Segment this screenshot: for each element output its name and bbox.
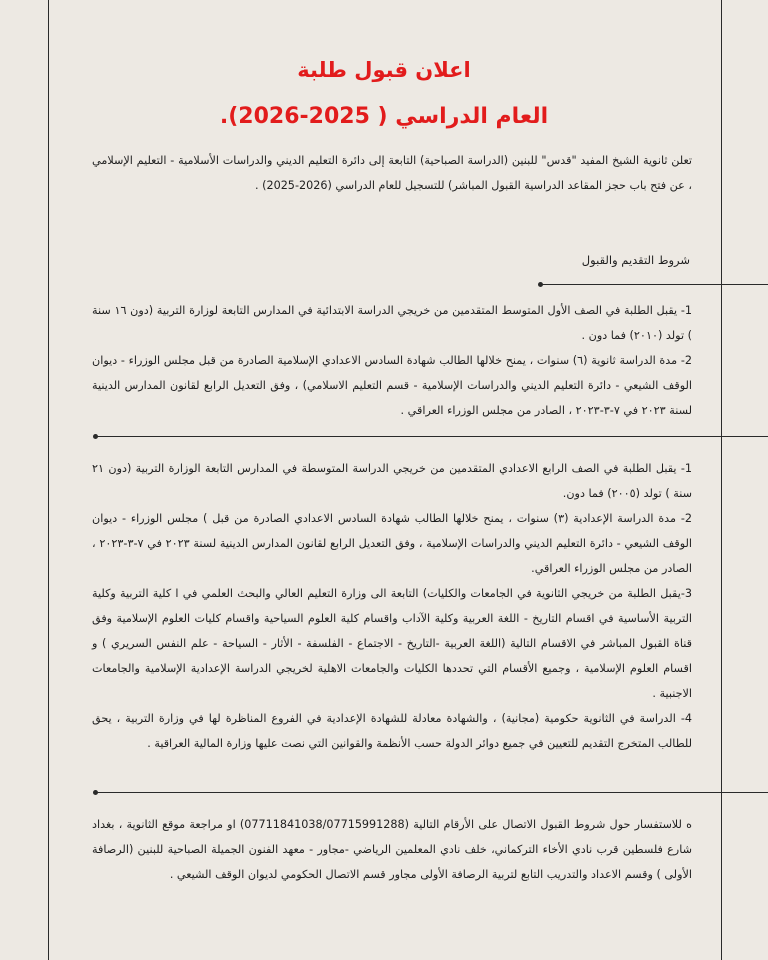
section-preparatory [92,456,692,756]
section-intermediate [92,298,692,423]
intro-paragraph [92,148,692,198]
contact-paragraph [92,812,692,887]
page-subtitle: العام الدراسي ( 2025-2026). [219,104,549,129]
condition-item: 2- مدة الدراسة ثانوية (٦) سنوات ، يمنح خلالها الطالب شهادة السادس الاعدادي الإسلامية الصادرة من قبل مجلس الوزراء - ديوان الوقف الشيعي - دائرة التعليم الديني والدراسات الإسلامية - قسم التعليم الاسلامي) ، وفق التعديل الرابع لقانون المدارس الدينية لسنة ٢٠٢٣ في ٧-٣-٢٠٢٣ ، الصادر من مجلس الوزراء العراقي . [92,354,692,417]
divider-2 [95,436,768,437]
condition-item: 2- مدة الدراسة الإعدادية (٣) سنوات ، يمنح خلالها الطالب شهادة السادس الاعدادي الصادرة من قبل ) مجلس الوزراء - ديوان الوقف الشيعي - دائرة التعليم الديني والدراسات الإسلامية ، وفق التعديل الرابع لقانون المدارس الدينية لسنة ٢٠٢٣ في ٧-٣-٢٠٢٣ ، الصادر من مجلس الوزراء العراقي. [92,512,692,575]
divider-3 [95,792,768,793]
frame-line-right [721,0,722,960]
page-title: اعلان قبول طلبة [297,58,471,82]
divider-3-dot [93,790,98,795]
divider-2-dot [93,434,98,439]
frame-line-left [48,0,49,960]
condition-item: 4- الدراسة في الثانوية حكومية (مجانية) ، والشهادة معادلة للشهادة الإعدادية في الفروع المناظرة لها في وزارة التربية ، يحق للطالب المتخرج التقديم للتعيين في جميع دوائر الدولة حسب الأنظمة والقوانين التي نصت عليها وزارة المالية العراقية . [92,712,692,750]
condition-item: 1- يقبل الطلبة في الصف الأول المتوسط المتقدمين من خريجي الدراسة الابتدائية في المدارس التابعة لوزارة التربية (دون ١٦ سنة ) تولد (٢٠١٠) فما دون . [92,304,692,342]
divider-1 [540,284,768,285]
condition-item: 1- يقبل الطلبة في الصف الرابع الاعدادي المتقدمين من خريجي الدراسة المتوسطة في المدارس التابعة الوزارة التربية (دون ٢١ سنة ) تولد (٢٠٠٥) فما دون. [92,462,692,500]
intro-text: تعلن ثانوية الشيخ المفيد "قدس" للبنين (الدراسة الصباحية) التابعة إلى دائرة التعليم الديني والدراسات الأسلامية - التعليم الإسلامي ، عن فتح باب حجز المقاعد الدراسية القبول المباشر) للتسجيل للعام الدراسي (2026-2025) . [92,154,692,192]
condition-item: 3-يقبل الطلبة من خريجي الثانوية في الجامعات والكليات) التابعة الى وزارة التعليم العالي والبحث العلمي في ا كلية التربية وكلية التربية الأساسية في اقسام التاريخ - اللغة العربية وكلية الآداب واقسام كلية العلوم السياحية واقسام كليات العلوم الإسلامية وفق قناة القبول المباشر في الاقسام التالية (اللغة العربية -التاريخ - الاجتماع - الفلسفة - الأثار - السياحة - علم النفس السريري ) و اقسام العلوم الإسلامية ، وجميع الأقسام التي تحددها الكليات والجامعات الاهلية لخريجي الدراسة الإعدادية الإسلامية والجامعات الاجنبية . [92,587,692,700]
divider-1-dot [538,282,543,287]
section-heading: شروط التقديم والقبول [581,253,690,267]
contact-text: ه للاستفسار حول شروط القبول الاتصال على الأرقام التالية (07711841038/07715991288) او مراجعة موقع الثانوية ، بغداد شارع فلسطين قرب نادي الأخاء التركماني، خلف نادي المعلمين الرياضي -مجاور - معهد الفنون الجميلة الصباحية للبنين (الرصافة الأولى ) وقسم الاعداد والتدريب التابع لتربية الرصافة الأولى مجاور قسم الاتصال الحكومي لديوان الوقف الشيعي . [92,818,692,881]
